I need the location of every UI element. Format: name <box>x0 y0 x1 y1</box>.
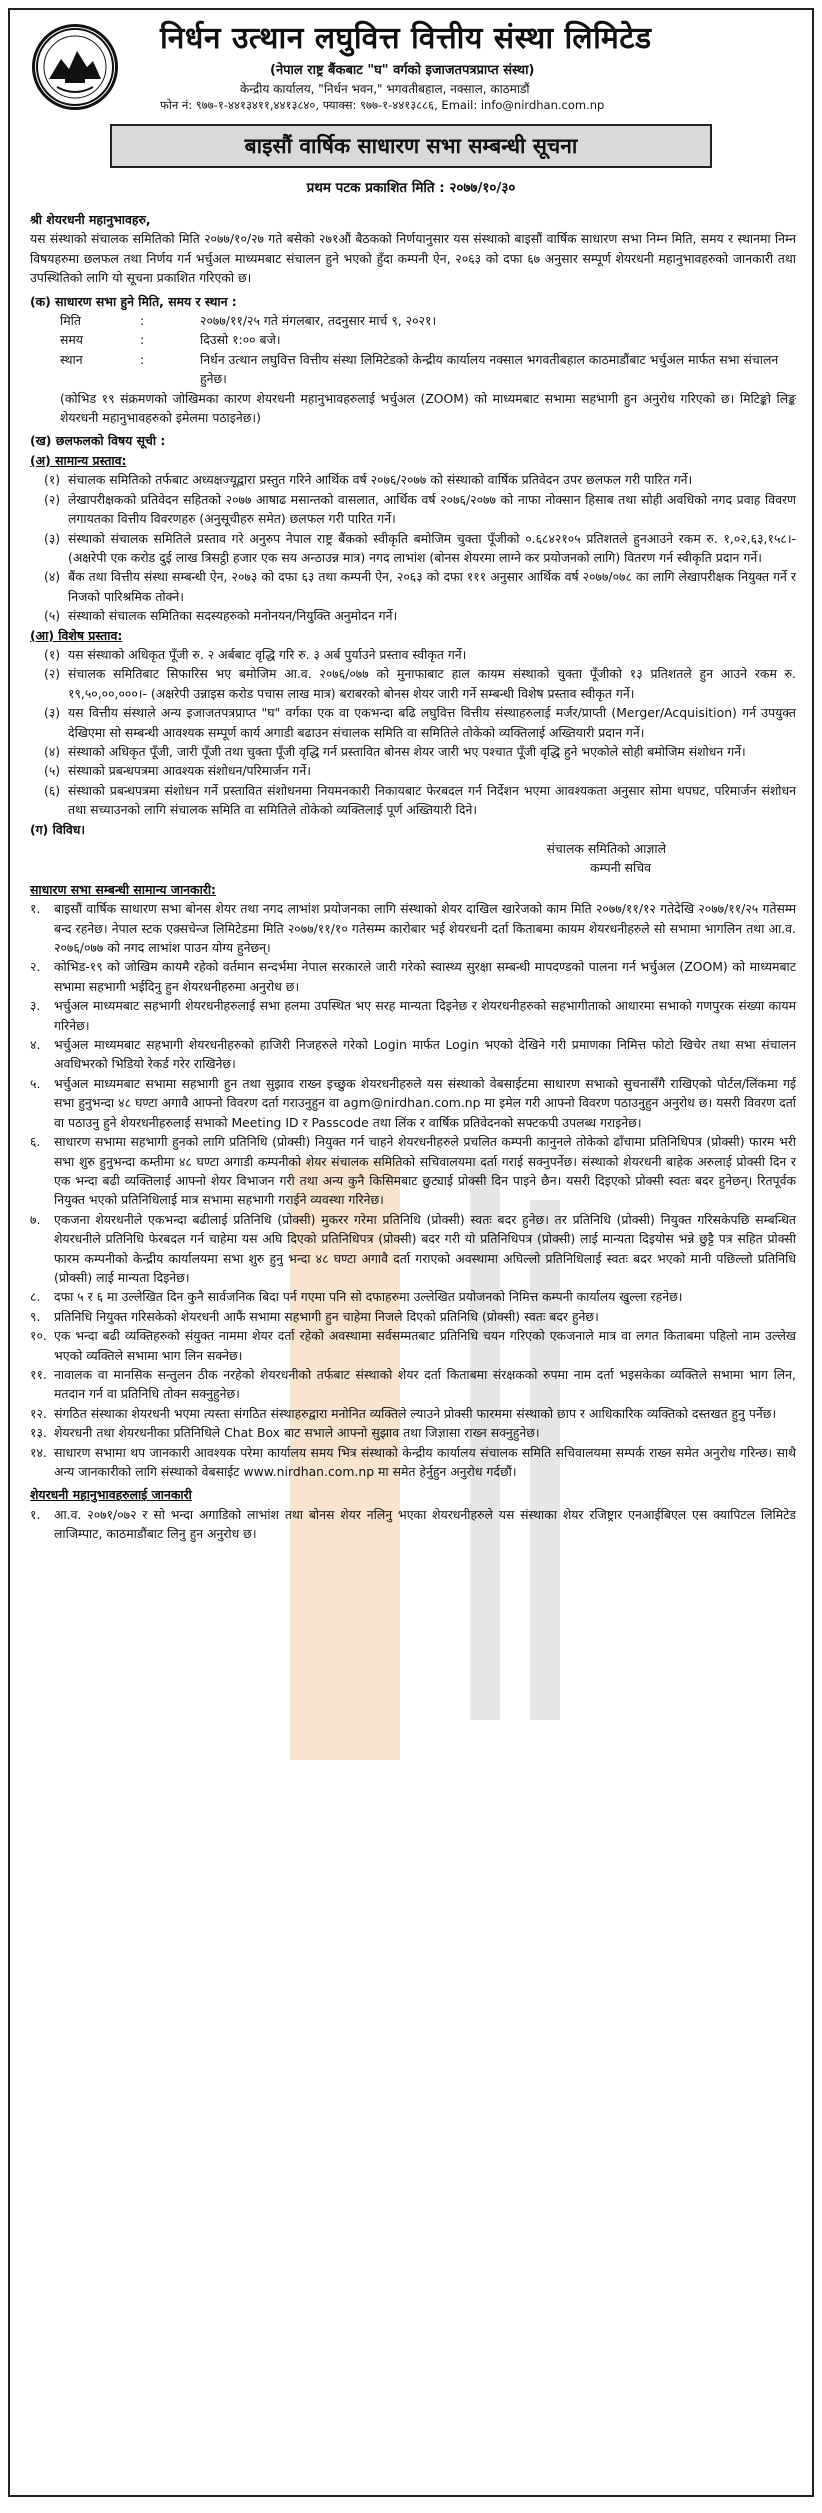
item-text: संस्थाको संचालक समितिले प्रस्ताव गरे अनुरुप नेपाल राष्ट्र बैंकको स्वीकृति बमोजिम चुक्ता पूँजीको ०.६८४२१०५ प्रतिशतले हुनआउने रकम रु. १,०२,६३,१५८।- (अक्षरेपी एक करोड दुई लाख त्रिसट्ठी हजार एक सय अन्ठाउन्न मात्र) नगद लाभांश (बोनस शेयरमा लाग्ने कर प्रयोजनको लागि) वितरण गर्न स्वीकृति प्रदान गर्ने। <box>68 530 796 565</box>
date-colon: : <box>140 313 145 329</box>
date-row <box>30 311 796 330</box>
notice-title: बाइसौं वार्षिक साधारण सभा सम्बन्धी सूचना <box>110 124 712 168</box>
list-item <box>30 703 796 742</box>
item-number: (६) <box>44 782 61 798</box>
item-number: (२) <box>44 666 61 682</box>
signature-line-1: संचालक समितिको आज्ञाले <box>546 841 666 856</box>
organization-logo <box>32 24 118 110</box>
item-number: ५. <box>30 1075 41 1091</box>
contact-line: फोन नं: ९७७-१-४४१३४११,४४१३८४०, फ्याक्स: ९७७-१-४४१३८८६, Email: info@nirdhan.com.np <box>160 98 605 112</box>
license-line: (नेपाल राष्ट्र बैंकबाट "घ" वर्गको इजाजतपत्रप्राप्त संस्था) <box>270 63 535 78</box>
list-item <box>30 1505 796 1544</box>
time-label: समय <box>60 332 83 348</box>
general-info-heading: साधारण सभा सम्बन्धी सामान्य जानकारी: <box>30 881 217 897</box>
date-label: मिति <box>60 313 81 329</box>
item-text: साधारण सभामा थप जानकारी आवश्यक परेमा कार्यालय समय भित्र संस्थाको केन्द्रीय कार्यालय संचालक समिति सचिवालयमा सम्पर्क राख्न समेत अनुरोध गरिन्छ। साथै अन्य जानकारीको लागि संस्थाको वेबसाईट www.nirdhan.com.np मा समेत हेर्नुहुन अनुरोध गर्दछौं। <box>54 1444 796 1479</box>
venue-label: स्थान <box>60 351 83 367</box>
covid-note: (कोभिड १९ संक्रमणको जोखिमका कारण शेयरधनी महानुभावहरुलाई भर्चुअल (ZOOM) को माध्यमबाट सभामा सहभागी हुन अनुरोध गरिएको छ। मिटिङ्को लिङ्क शेयरधनी महानुभावहरुको इमेलमा पठाइनेछ।) <box>60 390 796 426</box>
item-text: संचालक समितिबाट सिफारिस भए बमोजिम आ.व. २०७६/०७७ को मुनाफाबाट हाल कायम संस्थाको चुक्ता पूँजीको १३ प्रतिशतले हुन आउने रकम रु. १९,५०,००,०००।- (अक्षरेपी उन्नाइस करोड पचास लाख मात्र) बराबरको बोनस शेयर जारी गर्ने सम्बन्धी विशेष प्रस्ताव स्वीकृत गर्ने। <box>68 666 796 701</box>
general-proposal-heading: (अ) सामान्य प्रस्ताव: <box>30 452 127 468</box>
list-item <box>30 470 796 489</box>
list-item <box>30 1365 796 1404</box>
item-number: १०. <box>30 1328 47 1344</box>
item-number: ८. <box>30 1289 41 1305</box>
item-number: (४) <box>44 743 61 759</box>
item-number: ३. <box>30 998 41 1014</box>
list-item <box>30 1074 796 1132</box>
item-number: ७. <box>30 1211 41 1227</box>
item-text: दफा ५ र ६ मा उल्लेखित दिन कुनै सार्वजनिक बिदा पर्न गएमा पनि सो दफाहरुमा उल्लेखित प्रयोजनको निमित्त कम्पनी कार्यालय खुल्ला रहनेछ। <box>54 1289 683 1305</box>
list-item <box>30 1210 796 1288</box>
list-item <box>30 781 796 820</box>
item-number: ९. <box>30 1308 41 1324</box>
section-ka-heading: (क) साधारण सभा हुने मिति, समय र स्थान : <box>30 293 237 309</box>
item-text: एकजना शेयरधनीले एकभन्दा बढीलाई प्रतिनिधि (प्रोक्सी) मुकरर गरेमा प्रतिनिधि (प्रोक्सी) स्वतः बदर हुनेछ। तर प्रतिनिधि (प्रोक्सी) नियुक्त गरिसकेपछि सम्बन्धित शेयरधनीले प्रतिनिधि फेरबदल गर्न चाहेमा यस अघि दिएको प्रतिनिधिपत्र (प्रोक्सी) बदर गरी यो प्रतिनिधिपत्र (प्रोक्सी) लाई मान्यता दिइयोस भन्ने छुट्टै पत्र सहित प्रोक्सी फारम कम्पनीको केन्द्रीय कार्यालयमा सभा शुरु हुनु भन्दा ४८ घण्टा अगावै दर्ता गराएको अवस्थामा अघिल्लो प्रतिनिधिलाई स्वतः बदर भएको मानी पछिल्लो प्रतिनिधि (प्रोक्सी) लाई मान्यता दिइनेछ। <box>54 1211 796 1285</box>
list-item <box>30 645 796 664</box>
list-item <box>30 567 796 606</box>
notice-body <box>30 210 796 1544</box>
item-text: संस्थाको प्रबन्धपत्रमा संशोधन गर्ने प्रस्तावित संशोधनमा नियमनकारी निकायबाट फेरबदल गर्न निर्देशन भएमा आवश्यकता अनुसार सोमा थपघट, परिमार्जन संशोधन तथा सच्याउनको लागि संचालक समिति वा समितिले तोकेको व्यक्तिलाई पूर्ण अख्तियारी दिने। <box>68 782 796 818</box>
item-text: संस्थाको अधिकृत पूँजी, जारी पूँजी तथा चुक्ता पूँजी वृद्धि गर्न प्रस्तावित बोनस शेयर जारी भए पश्चात पूँजी वृद्धि हुने भएकोले सोही बमोजिम संशोधन गर्ने। <box>68 743 746 759</box>
office-address: केन्द्रीय कार्यालय, "निर्धन भवन," भगवतीबहाल, नक्साल, काठमाडौं <box>240 82 530 96</box>
time-colon: : <box>140 332 145 348</box>
section-kha-heading: (ख) छलफलको विषय सूची : <box>30 433 166 449</box>
item-number: २. <box>30 959 41 975</box>
list-item <box>30 1443 796 1482</box>
misc-heading: (ग) विविध। <box>30 821 86 837</box>
item-text: लेखापरीक्षकको प्रतिवेदन सहितको २०७७ आषाढ मसान्तको वासलात, आर्थिक वर्ष २०७६/२०७७ को नाफा नोक्सान हिसाब तथा सोही अवधिको नगद प्रवाह विवरण लगायतका वित्तीय विवरणहरु (अनुसूचीहरु समेत) छलफल गरी पारित गर्ने। <box>68 491 796 527</box>
item-text: प्रतिनिधि नियुक्त गरिसकेको शेयरधनी आफैं सभामा सहभागी हुन चाहेमा निजले दिएको प्रतिनिधि (प्रोक्सी) स्वतः बदर हुनेछ। <box>54 1308 599 1324</box>
list-item <box>30 761 796 780</box>
item-text: भर्चुअल माध्यमबाट सहभागी शेयरधनीहरुलाई सभा हलमा उपस्थित भए सरह मान्यता दिइनेछ र शेयरधनीहरुको सहभागीताको आधारमा सभाको गणपुरक संख्या कायम गरिनेछ। <box>54 998 796 1033</box>
item-number: (५) <box>44 608 61 624</box>
item-number: १३. <box>30 1425 47 1441</box>
item-number: १. <box>30 901 41 917</box>
time-row <box>30 330 796 349</box>
intro-paragraph: यस संस्थाको संचालक समितिको मिति २०७७/१०/२७ गते बसेको २७१औं बैठकको निर्णयानुसार यस संस्थाको बाइसौं वार्षिक साधारण सभा निम्न मिति, समय र स्थानमा निम्न विषयहरुमा छलफल तथा निर्णय गर्न भर्चुअल माध्यमबाट संचालन हुने भएको हुँदा कम्पनी ऐन, २०६३ को दफा ६७ अनुसार सम्पूर्ण शेयरधनी महानुभावहरुको जानकारी तथा उपस्थितिको लागि यो सूचना प्रकाशित गरिएको छ। <box>30 231 796 286</box>
venue-row <box>30 350 796 389</box>
list-item <box>30 664 796 703</box>
list-item <box>30 1326 796 1365</box>
item-number: ४. <box>30 1037 41 1053</box>
signature-line-2: कम्पनी सचिव <box>590 860 651 876</box>
item-text: साधारण सभामा सहभागी हुनको लागि प्रतिनिधि (प्रोक्सी) नियुक्त गर्न चाहने शेयरधनीहरुले प्रचलित कम्पनी कानुनले तोकेको ढाँचामा प्रतिनिधिपत्र (प्रोक्सी) फारम भरी सभा शुरु हुनुभन्दा कम्तीमा ४८ घण्टा अगाडी कम्पनीको शेयर संचालक समितिको सचिवालयमा दर्ता गराई सक्नुपर्नेछ। संस्थाको शेयरधनी बाहेक अरुलाई प्रोक्सी दिन र एक भन्दा बढी व्यक्तिलाई आफ्नो शेयर विभाजन गरी तथा अन्य कुनै किसिमबाट छुट्याई प्रोक्सी दिन पाइने छैन। यसरी दिइएको प्रोक्सी स्वतः बदर हुनेछन्। रितपूर्वक नियुक्त भएको प्रतिनिधिलाई मात्र सभामा सहभागी गराईने व्यवस्था गरिनेछ। <box>54 1134 796 1208</box>
item-text: संगठित संस्थाका शेयरधनी भएमा त्यस्ता संगठित संस्थाहरुद्वारा मनोनित व्यक्तिले ल्याउने प्रोक्सी फारममा संस्थाको छाप र आधिकारिक व्यक्तिको दस्तखत हुनु पर्नेछ। <box>54 1405 777 1421</box>
item-text: यस संस्थाको अधिकृत पूँजी रु. २ अर्बबाट वृद्धि गरि रु. ३ अर्ब पुर्याउने प्रस्ताव स्वीकृत गर्ने। <box>68 646 467 662</box>
item-number: १४. <box>30 1444 47 1460</box>
date-value: २०७७/११/२५ गते मंगलबार, तदनुसार मार्च ९, २०२१। <box>200 313 437 329</box>
list-item <box>30 1404 796 1423</box>
item-text: संस्थाको संचालक समितिका सदस्यहरुको मनोनयन/नियुक्ति अनुमोदन गर्ने। <box>68 608 398 624</box>
item-number: (३) <box>44 705 61 721</box>
item-number: (५) <box>44 763 61 779</box>
list-item <box>30 1035 796 1074</box>
item-text: नावालक वा मानसिक सन्तुलन ठीक नरहेको शेयरधनीको तर्फबाट संस्थाको शेयर दर्ता किताबमा संरक्षकको रुपमा नाम दर्ता भइसकेका व्यक्तिले सभामा भाग लिन, मतदान गर्न वा प्रतिनिधि तोक्न सक्नुहुनेछ। <box>54 1366 796 1402</box>
item-text: बैंक तथा वित्तीय संस्था सम्बन्धी ऐन, २०७३ को दफा ६३ तथा कम्पनी ऐन, २०६३ को दफा १११ अनुसार आर्थिक वर्ष २०७७/०७८ का लागि लेखापरीक्षक नियुक्त गर्ने र निजको पारिश्रमिक तोक्ने। <box>68 569 796 604</box>
item-number: (२) <box>44 491 61 507</box>
item-text: एक भन्दा बढी व्यक्तिहरुको संयुक्त नाममा शेयर दर्ता रहेको अवस्थामा सर्वसम्मतबाट प्रतिनिधि चयन गरिएको एकजनाले मात्र वा लगत किताबमा पहिलो नाम उल्लेख भएको व्यक्तिले सभामा भाग लिन सक्नेछ। <box>54 1328 796 1363</box>
salutation: श्री शेयरधनी महानुभावहरु, <box>30 212 151 227</box>
item-text: संस्थाको प्रबन्धपत्रमा आवश्यक संशोधन/परिमार्जन गर्ने। <box>68 763 311 779</box>
item-number: (१) <box>44 472 61 488</box>
list-item <box>30 957 796 996</box>
item-number: (४) <box>44 569 61 585</box>
item-text: कोभिड-१९ को जोखिम कायमै रहेको वर्तमान सन्दर्भमा नेपाल सरकारले जारी गरेको स्वास्थ्य सुरक्षा सम्बन्धी मापदण्डको पालना गर्न भर्चुअल (ZOOM) को माध्यमबाट सभामा सहभागी भईदिनु हुन शेयरधनीहरुमा अनुरोध छ। <box>54 959 796 994</box>
item-number: ६. <box>30 1134 41 1150</box>
item-text: यस वित्तीय संस्थाले अन्य इजाजतपत्रप्राप्त "घ" वर्गका एक वा एकभन्दा बढि लघुवित्त वित्तीय संस्थाहरुलाई मर्जर/प्राप्ती (Merger/Acquisition) गर्न उपयुक्त देखिएमा सो सम्बन्धी आवश्यक सम्पूर्ण कार्य अगाडी बढाउन संचालक समिति वा समितिले तोकेको व्यक्तिलाई अख्तियारी प्रदान गर्ने। <box>68 705 796 740</box>
organization-name: निर्धन उत्थान लघुवित्त वित्तीय संस्था लिमिटेड <box>160 21 652 56</box>
item-number: १. <box>30 1506 41 1522</box>
notice-page <box>8 8 814 2497</box>
item-text: संचालक समितिको तर्फबाट अध्यक्षज्यूद्वारा प्रस्तुत गरिने आर्थिक वर्ष २०७६/२०७७ को संस्थाको वार्षिक प्रतिवेदन उपर छलफल गरी पारित गर्ने। <box>68 472 693 488</box>
list-item <box>30 996 796 1035</box>
publish-date: प्रथम पटक प्रकाशित मिति : २०७७/१०/३० <box>306 180 516 196</box>
item-text: भर्चुअल माध्यमबाट सहभागी शेयरधनीहरुको हाजिरी निजहरुले गरेको Login मार्फत Login भएको देखिने गरी प्रमाणका निमित्त फोटो खिचेर तथा सभा संचालन अवधिभरको भिडियो रेकर्ड गरेर राखिनेछ। <box>54 1037 796 1072</box>
time-value: दिउसो १:०० बजे। <box>200 332 281 348</box>
letterhead <box>10 10 812 120</box>
list-item <box>30 490 796 529</box>
item-text: आ.व. २०७१/०७२ र सो भन्दा अगाडिको लाभांश तथा बोनस शेयर नलिनु भएका शेयरधनीहरुले यस संस्थाका शेयर रजिष्ट्रार एनआईबिएल एस क्यापिटल लिमिटेड लाजिम्पाट, काठमाडौंबाट लिनु हुन अनुरोध छ। <box>54 1506 796 1542</box>
item-text: भर्चुअल माध्यमबाट सभामा सहभागी हुन तथा सुझाव राख्न इच्छुक शेयरधनीहरुले यस संस्थाको वेबसाईटमा साधारण सभाको सुचनासँगै राखिएको पोर्टल/लिंकमा गई सभा हुनुभन्दा ४८ घण्टा अगावै आफ्नो विवरण दर्ता गराउनुहुन वा agm@nirdhan.com.np मा इमेल गरी आफ्नो विवरण पठाउनुहुन अनुरोध छ। यसरी विवरण दर्ता वा पठाउनु हुने शेयरधनीहरुलाई सभाको Meeting ID र Passcode तथा लिंक र वार्षिक प्रतिवेदनको सफ्टकपी उपलब्ध गराइनेछ। <box>54 1075 796 1130</box>
item-number: (३) <box>44 530 61 546</box>
shareholder-info-heading: शेयरधनी महानुभावहरुलाई जानकारी <box>30 1487 192 1503</box>
list-item <box>30 1423 796 1442</box>
list-item <box>30 1287 796 1306</box>
list-item <box>30 742 796 761</box>
venue-value: निर्धन उत्थान लघुवित्त वित्तीय संस्था लिमिटेडको केन्द्रीय कार्यालय नक्साल भगवतीबहाल काठमाडौंबाट भर्चुअल मार्फत सभा संचालन हुनेछ। <box>200 351 779 387</box>
venue-colon: : <box>140 351 145 367</box>
list-item <box>30 1132 796 1210</box>
special-proposal-heading: (आ) विशेष प्रस्ताव: <box>30 627 123 643</box>
list-item <box>30 529 796 568</box>
item-number: (१) <box>44 646 61 662</box>
list-item <box>30 606 796 625</box>
list-item <box>30 1307 796 1326</box>
item-text: शेयरधनी तथा शेयरधनीका प्रतिनिधिले Chat Box बाट सभाले आफ्नो सुझाव तथा जिज्ञासा राख्न सक्नुहुनेछ। <box>54 1425 540 1441</box>
item-number: १२. <box>30 1405 47 1421</box>
item-number: ११. <box>30 1366 47 1382</box>
list-item <box>30 899 796 957</box>
item-text: बाइसौं वार्षिक साधारण सभा बोनस शेयर तथा नगद लाभांश प्रयोजनका लागि संस्थाको शेयर दाखिल खारेजको काम मिति २०७७/११/१२ गतेदेखि २०७७/११/२५ गतेसम्म बन्द रहनेछ। नेपाल स्टक एक्सचेन्ज लिमिटेडमा मिति २०७७/११/१० गतेसम्म कारोबार भई शेयरधनी दर्ता किताबमा कायम शेयरधनीहरुले सो सभामा भागलिन तथा आ.व. २०७६/०७७ को नगद लाभांश पाउन योग्य हुनेछन्। <box>54 901 796 956</box>
